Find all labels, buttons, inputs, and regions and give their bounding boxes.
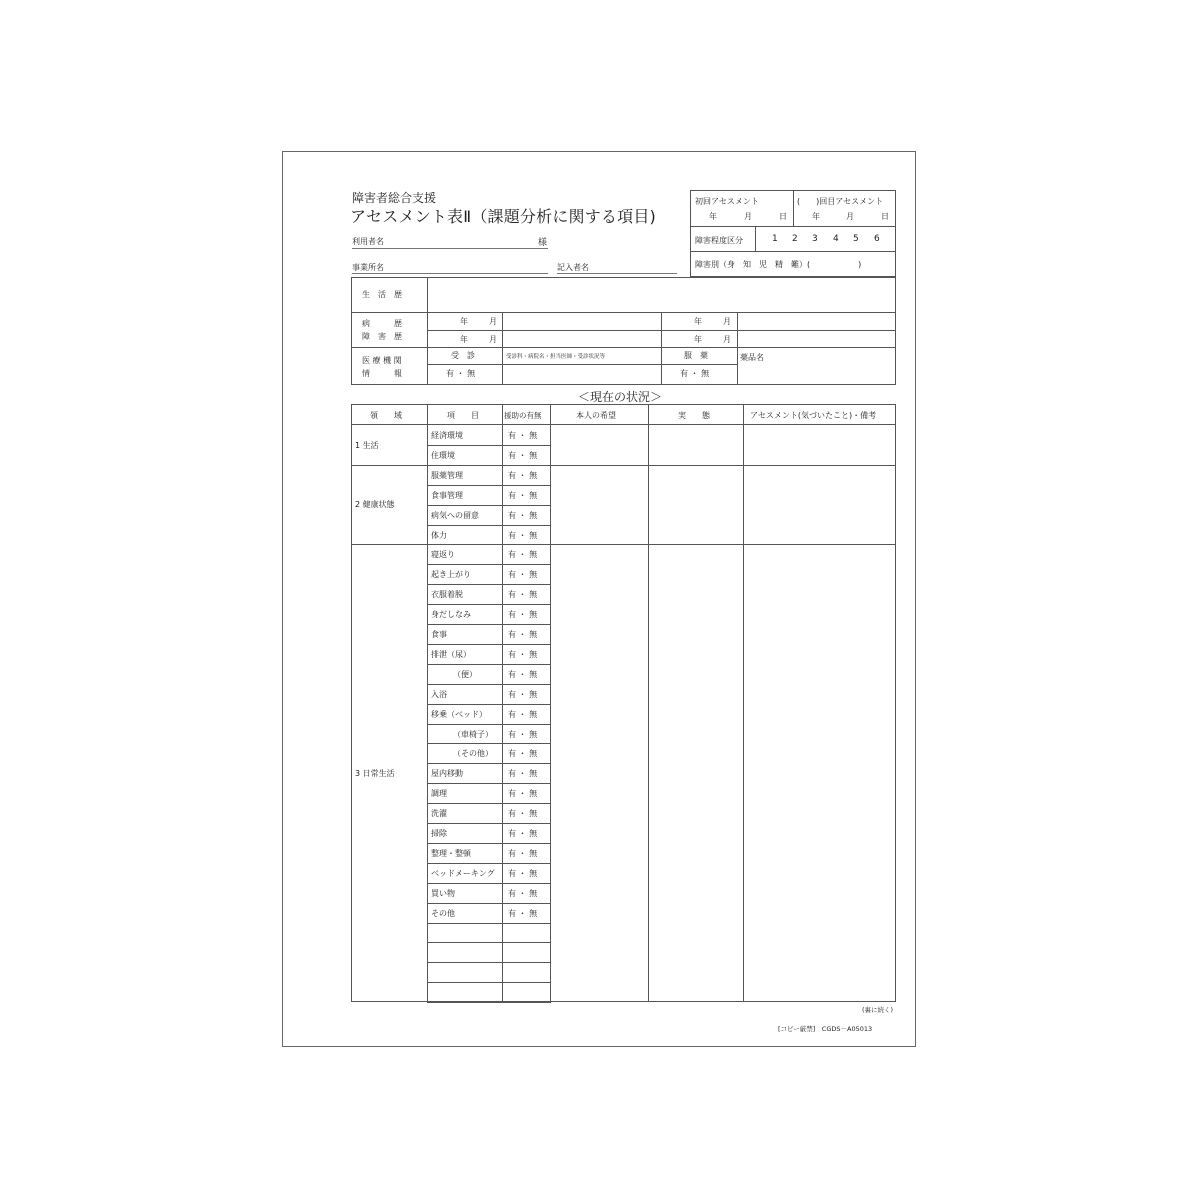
domain-life: 1 生活	[355, 441, 379, 450]
assistance-yes-no[interactable]: 有 ・ 無	[508, 550, 538, 559]
item-label: その他	[431, 909, 455, 918]
item-row-divider	[427, 485, 551, 486]
item-row-divider	[427, 704, 551, 705]
domain-health: 2 健康状態	[355, 500, 395, 509]
item-row-divider	[427, 624, 551, 625]
item-row-divider	[427, 783, 551, 784]
item-row-divider	[427, 942, 551, 943]
assistance-yes-no[interactable]: 有 ・ 無	[508, 789, 538, 798]
consultation-label: 受 診	[451, 351, 475, 360]
med-year-label-2: 年	[460, 335, 468, 344]
assistance-yes-no[interactable]: 有 ・ 無	[508, 829, 538, 838]
item-row-divider	[427, 544, 551, 545]
item-row-divider	[427, 1002, 551, 1003]
assistance-yes-no[interactable]: 有 ・ 無	[508, 690, 538, 699]
med-month-label-1: 月	[489, 317, 497, 326]
item-row-divider	[427, 684, 551, 685]
medical-history-label: 病 歴	[362, 319, 402, 328]
item-row-divider	[427, 982, 551, 983]
disability-type-label: 障害別（身 知 児 精 難）( )	[695, 260, 862, 269]
med-month-label-3: 月	[723, 317, 731, 326]
domain-daily-living: 3 日常生活	[355, 769, 395, 778]
item-label: 体力	[431, 531, 447, 540]
header-item: 項 目	[447, 411, 479, 420]
form-title: アセスメント表Ⅱ（課題分析に関する項目)	[350, 207, 656, 226]
first-assessment-label: 初回アセスメント	[695, 197, 759, 206]
item-label: 服薬管理	[431, 471, 463, 480]
assistance-yes-no[interactable]: 有 ・ 無	[508, 769, 538, 778]
item-row-divider	[427, 564, 551, 565]
medicine-name-label: 薬品名	[740, 353, 764, 362]
assistance-yes-no[interactable]: 有 ・ 無	[508, 431, 538, 440]
item-label: 衣服着脱	[431, 590, 463, 599]
header-wishes: 本人の希望	[576, 411, 616, 420]
item-label: 整理・整頓	[431, 849, 471, 858]
header-assessment-notes: アセスメント(気づいたこと)・備考	[750, 411, 877, 420]
item-label: 洗濯	[431, 809, 447, 818]
information-label: 情 報	[362, 369, 402, 378]
item-row-divider	[427, 644, 551, 645]
item-row-divider	[427, 883, 551, 884]
item-row-divider	[427, 445, 551, 446]
user-name-label: 利用者名	[352, 237, 384, 246]
item-label: （その他）	[453, 749, 493, 758]
item-label: 屋内移動	[431, 769, 463, 778]
item-row-divider	[427, 505, 551, 506]
level-4: 4	[833, 234, 839, 244]
assistance-yes-no[interactable]: 有 ・ 無	[508, 610, 538, 619]
assistance-yes-no[interactable]: 有 ・ 無	[508, 570, 538, 579]
item-row-divider	[427, 724, 551, 725]
recorder-name-underline	[557, 273, 677, 274]
item-label: （便）	[453, 670, 477, 679]
level-3: 3	[812, 234, 818, 244]
item-label: 調理	[431, 789, 447, 798]
assistance-yes-no[interactable]: 有 ・ 無	[508, 471, 538, 480]
assistance-yes-no[interactable]: 有 ・ 無	[508, 531, 538, 540]
item-row-divider	[427, 743, 551, 744]
item-row-divider	[427, 843, 551, 844]
level-6: 6	[874, 234, 880, 244]
header-actual: 実 態	[678, 411, 710, 420]
medication-label: 服 薬	[684, 351, 708, 360]
header-domain: 領 域	[370, 411, 402, 420]
assistance-yes-no[interactable]: 有 ・ 無	[508, 590, 538, 599]
item-row-divider	[427, 465, 551, 466]
med-month-label-2: 月	[489, 335, 497, 344]
continued-note: (裏に続く)	[862, 1006, 894, 1014]
assistance-yes-no[interactable]: 有 ・ 無	[508, 670, 538, 679]
assistance-yes-no[interactable]: 有 ・ 無	[508, 650, 538, 659]
item-label: 移乗（ベッド）	[431, 710, 487, 719]
item-label: 寝返り	[431, 550, 455, 559]
nth-day-label: 日	[881, 212, 889, 221]
item-row-divider	[427, 823, 551, 824]
item-label: 掃除	[431, 829, 447, 838]
item-row-divider	[427, 584, 551, 585]
level-1: 1	[772, 234, 778, 244]
item-label: （車椅子）	[453, 730, 493, 739]
assistance-yes-no[interactable]: 有 ・ 無	[508, 749, 538, 758]
assistance-yes-no[interactable]: 有 ・ 無	[508, 869, 538, 878]
level-2: 2	[792, 234, 798, 244]
item-label: 住環境	[431, 451, 455, 460]
assessment-form-sheet	[282, 151, 916, 1047]
item-row-divider	[427, 923, 551, 924]
item-row-divider	[427, 903, 551, 904]
assistance-yes-no[interactable]: 有 ・ 無	[508, 710, 538, 719]
assistance-yes-no[interactable]: 有 ・ 無	[508, 809, 538, 818]
life-history-label: 生 活 歴	[362, 290, 402, 299]
first-month-label: 月	[744, 212, 752, 221]
level-5: 5	[853, 234, 859, 244]
first-year-label: 年	[709, 212, 717, 221]
header-assistance: 援助の有無	[504, 411, 542, 420]
assistance-yes-no[interactable]: 有 ・ 無	[508, 630, 538, 639]
form-subtitle: 障害者総合支援	[352, 191, 437, 205]
item-label: 病気への留意	[431, 511, 479, 520]
item-label: 入浴	[431, 690, 447, 699]
item-row-divider	[427, 962, 551, 963]
office-name-label: 事業所名	[352, 263, 384, 272]
assistance-yes-no[interactable]: 有 ・ 無	[508, 889, 538, 898]
med-year-label-4: 年	[694, 335, 702, 344]
disability-history-label: 障 害 歴	[362, 332, 402, 341]
nth-month-label: 月	[846, 212, 854, 221]
medication-yes-no: 有 ・ 無	[680, 369, 710, 378]
first-day-label: 日	[779, 212, 787, 221]
item-label: 食事	[431, 630, 447, 639]
recorder-name-label: 記入者名	[557, 263, 589, 272]
item-label: 起き上がり	[431, 570, 471, 579]
assistance-yes-no[interactable]: 有 ・ 無	[508, 511, 538, 520]
disability-level-label: 障害程度区分	[695, 236, 743, 245]
item-row-divider	[427, 525, 551, 526]
honorific-label: 様	[538, 238, 548, 248]
consultation-detail-label: 受診科・病院名・担当医師・受診状況等	[506, 354, 606, 360]
consultation-yes-no: 有 ・ 無	[446, 369, 476, 378]
item-row-divider	[427, 803, 551, 804]
item-label: 買い物	[431, 889, 455, 898]
nth-assessment-label: ( )回目アセスメント	[797, 197, 884, 206]
item-row-divider	[427, 863, 551, 864]
med-month-label-4: 月	[723, 335, 731, 344]
assistance-yes-no[interactable]: 有 ・ 無	[508, 451, 538, 460]
assistance-yes-no[interactable]: 有 ・ 無	[508, 909, 538, 918]
item-label: 食事管理	[431, 491, 463, 500]
item-row-divider	[427, 604, 551, 605]
item-label: ベッドメーキング	[431, 869, 495, 878]
assistance-yes-no[interactable]: 有 ・ 無	[508, 849, 538, 858]
user-name-underline	[352, 248, 548, 249]
med-year-label-1: 年	[460, 317, 468, 326]
office-name-underline	[352, 273, 548, 274]
form-code: [コピー厳禁] CGDS－A05013	[778, 1025, 873, 1033]
current-status-title: ＜現在の状況＞	[578, 390, 663, 404]
medical-institution-label: 医 療 機 関	[362, 356, 402, 365]
item-row-divider	[427, 763, 551, 764]
item-label: 排泄（尿）	[431, 650, 471, 659]
item-row-divider	[427, 664, 551, 665]
med-year-label-3: 年	[694, 317, 702, 326]
item-label: 経済環境	[431, 431, 463, 440]
item-label: 身だしなみ	[431, 610, 471, 619]
nth-year-label: 年	[812, 212, 820, 221]
assistance-yes-no[interactable]: 有 ・ 無	[508, 730, 538, 739]
assistance-yes-no[interactable]: 有 ・ 無	[508, 491, 538, 500]
